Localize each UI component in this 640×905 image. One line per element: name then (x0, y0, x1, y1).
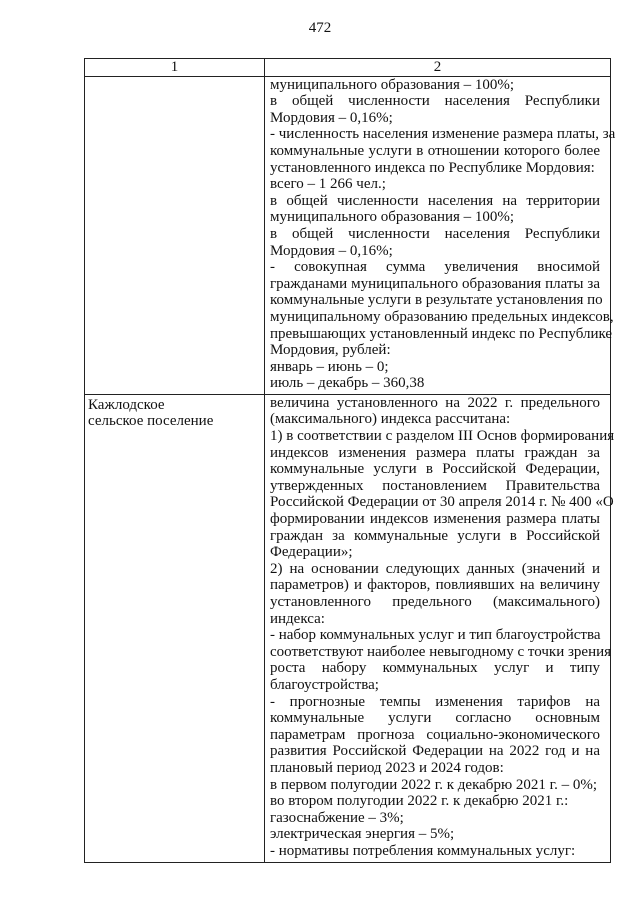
column-header-1: 1 (85, 59, 265, 77)
text-line: установленного предельного (максимального) (270, 594, 600, 610)
text-line: индексов изменения размера платы граждан за (270, 444, 600, 461)
text-line: январь – июнь – 0; (270, 358, 389, 375)
text-line: Мордовия, рублей: (270, 342, 391, 359)
text-line: муниципального образования – 100%; (270, 76, 515, 93)
text-line: - прогнозные темпы изменения тарифов на (270, 693, 600, 710)
text-line: коммунальные услуги в отношении которого более (270, 142, 600, 159)
table-row (85, 394, 611, 862)
text-line: роста набору коммунальных услуг и типу (270, 660, 600, 677)
text-line: во втором полугодии 2022 г. к декабрю 2021 г.: (270, 793, 569, 810)
text-line: коммунальные услуги в Российской Федерации, (270, 461, 600, 478)
text-line: граждан за коммунальные услуги в Российской (270, 527, 600, 544)
text-line: муниципальному образованию предельных индексов, (270, 308, 614, 325)
text-line: муниципального образования – 100%; (270, 209, 515, 226)
text-line: в общей численности населения на территории (270, 192, 600, 209)
text-line: июль – декабрь – 360,38 (270, 375, 425, 392)
text-line: коммунальные услуги в результате установления по (270, 292, 603, 309)
text-line: формировании индексов изменения размера платы (270, 511, 600, 528)
text-line: в общей численности населения Республики (270, 93, 600, 110)
municipality-name-line: сельское поселение (88, 413, 214, 430)
text-line: в первом полугодии 2022 г. к декабрю 2021 г. – 0%; (270, 776, 598, 793)
municipality-name-line: Кажлодское (88, 396, 165, 413)
text-line: параметров) и факторов, повлиявших на величину (270, 577, 600, 594)
text-line: электрическая энергия – 5%; (270, 826, 455, 843)
text-line: в общей численности населения Республики (270, 225, 600, 242)
text-line: - набор коммунальных услуг и тип благоустройства (270, 627, 601, 644)
description-cell (265, 76, 616, 394)
text-line: величина установленного на 2022 г. предельного (270, 394, 600, 411)
description-cell (265, 394, 615, 862)
text-line: развития Российской Федерации на 2022 год и на (270, 743, 600, 760)
text-line: - численность населения изменение размера платы, за (270, 126, 616, 143)
text-line: индекса: (270, 610, 325, 627)
text-line: утвержденных постановлением Правительства (270, 477, 600, 494)
text-line: соответствуют наиболее невыгодному с точки зрения (270, 643, 612, 660)
text-line: всего – 1 266 чел.; (270, 176, 386, 193)
text-line: благоустройства; (270, 676, 379, 693)
text-line: 2) на основании следующих данных (значений и (270, 560, 600, 577)
page-number: 472 (308, 20, 332, 36)
text-line: газоснабжение – 3%; (270, 809, 404, 826)
text-line: - совокупная сумма увеличения вносимой (270, 259, 600, 276)
table-header-row (85, 59, 611, 77)
text-line: плановый период 2023 и 2024 годов: (270, 759, 504, 776)
municipality-cell (85, 394, 265, 862)
text-line: параметрам прогноза социально-экономического (270, 726, 600, 743)
municipality-cell (85, 76, 265, 394)
text-line: Российской Федерации от 30 апреля 2014 г. № 400 «О (270, 494, 614, 511)
text-line: - нормативы потребления коммунальных услуг: (270, 842, 576, 859)
text-line: Мордовия – 0,16%; (270, 109, 393, 126)
text-line: превышающих установленный индекс по Республике (270, 325, 613, 342)
document-table (84, 58, 616, 863)
table-row (85, 76, 611, 394)
text-line: коммунальные услуги согласно основным (270, 710, 600, 727)
text-line: Федерации»; (270, 544, 353, 561)
text-line: Мордовия – 0,16%; (270, 242, 393, 259)
text-line: установленного индекса по Республике Мордовия: (270, 159, 595, 176)
column-header-2: 2 (265, 59, 611, 77)
text-line: гражданами муниципального образования платы за (270, 275, 600, 292)
text-line: (максимального) индекса рассчитана: (270, 411, 511, 428)
text-line: 1) в соответствии с разделом III Основ формирования (270, 428, 615, 445)
